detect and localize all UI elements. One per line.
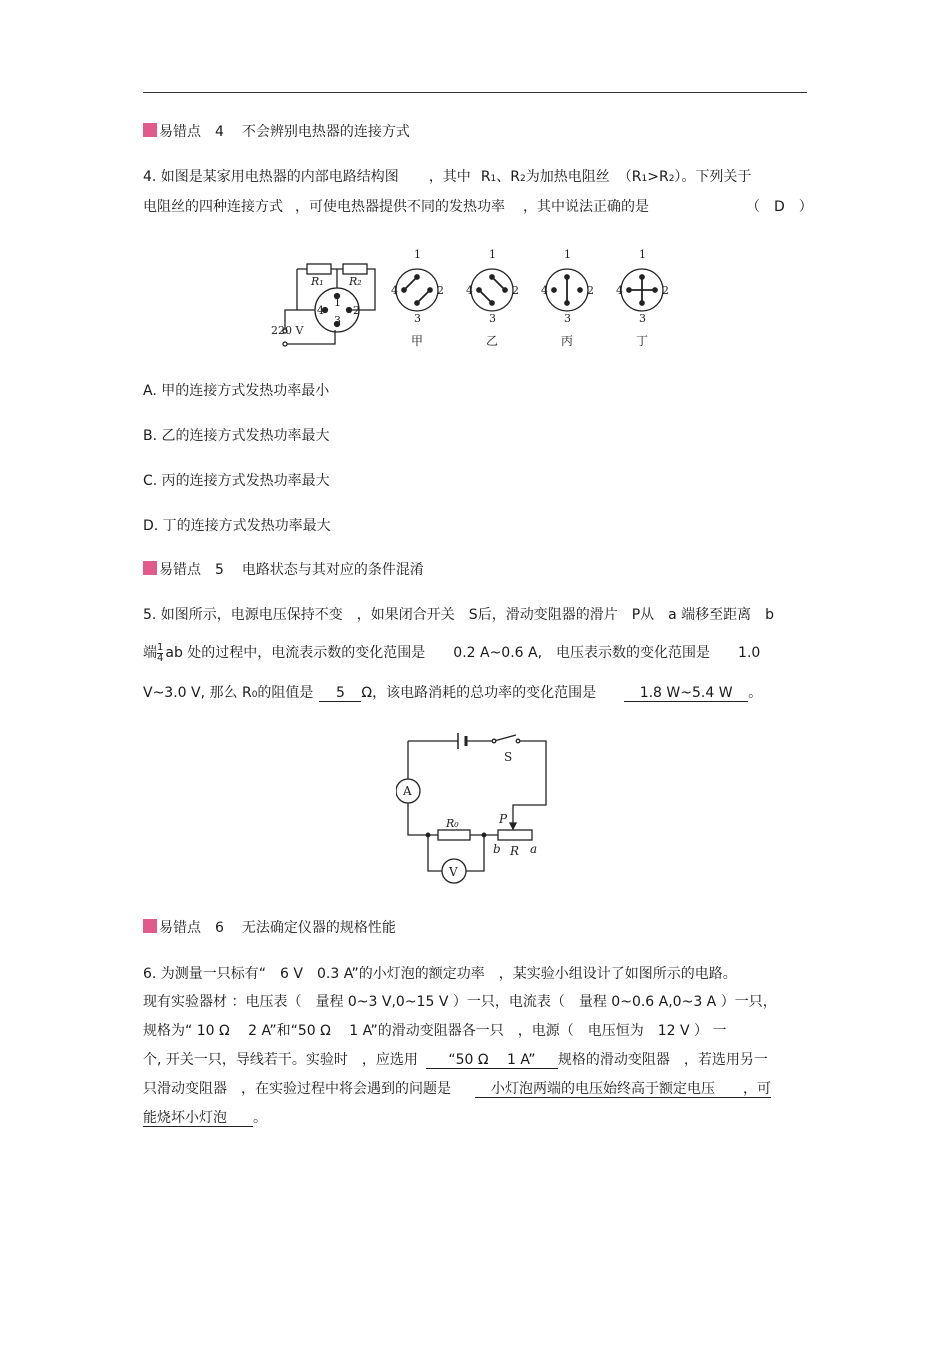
end-a-label: a — [530, 842, 538, 856]
terminal-label: 4 — [317, 304, 324, 317]
q4-text: 。下列关于 — [681, 169, 752, 185]
end-b-label: b — [493, 842, 501, 856]
voltage-label: 220 V — [271, 324, 304, 337]
r1-label: R₁ — [311, 275, 324, 288]
q5-circuit-figure — [396, 731, 551, 885]
rheostat-r-label: R — [510, 844, 520, 858]
terminal-label: 3 — [489, 312, 496, 325]
q4-text: >R — [647, 169, 669, 185]
terminal-label: 3 — [334, 314, 341, 327]
q5-text: 。 — [748, 685, 763, 701]
switch-label-yi: 乙 — [486, 334, 499, 348]
q4-text: 4. 如图是某家用电热器的内部电路结构图 — [143, 169, 399, 185]
ammeter-label: A — [403, 784, 412, 798]
fraction-numerator: 1 — [157, 641, 164, 653]
q4-text: 为加热电阻丝 — [525, 169, 610, 185]
section-marker-icon — [143, 123, 157, 137]
terminal-label: 4 — [541, 284, 548, 297]
terminal-label: 2 — [437, 284, 444, 297]
switch-label-ding: 丁 — [636, 334, 649, 348]
section-title: 不会辨别电热器的连接方式 — [241, 124, 410, 140]
q5-text: 端 — [143, 645, 157, 661]
switch-s-label: S — [504, 750, 513, 764]
q4-option-c: C. 丙的连接方式发热功率最大 — [143, 473, 330, 489]
q4-text: （ — [617, 169, 632, 185]
section-number: 6 — [215, 920, 224, 936]
terminal-label: 2 — [587, 284, 594, 297]
section-marker-icon — [143, 561, 157, 575]
terminal-label: 1 — [489, 248, 496, 261]
terminal-label: 1 — [334, 296, 341, 309]
header-rule — [143, 92, 807, 93]
r2-subscript: 2 — [520, 174, 526, 184]
q4-text: ，可使电热器提供不同的发热功率 — [295, 199, 505, 215]
terminal-label: 1 — [564, 248, 571, 261]
q4-text: ，其中 — [428, 169, 471, 185]
terminal-label: 4 — [616, 284, 623, 297]
section-marker-label: 易错点 — [159, 920, 201, 936]
q6-text: 。 — [253, 1110, 267, 1126]
r2-symbol: R — [510, 169, 521, 185]
terminal-label: 4 — [466, 284, 473, 297]
section-marker-icon — [143, 919, 157, 933]
q6-line-6 — [143, 1107, 267, 1127]
q6-line-3: 规格为“ 10 Ω 2 A”和“50 Ω 1 A”的滑动变阻器各一只 ，电源（ 电压恒为 12 V ） 一 — [143, 1023, 727, 1039]
q5-text: ab 处的过程中，电流表示数的变化范围是 0.2 A~0.6 A, 电压表示数的变化范围是 1.0 — [165, 645, 761, 661]
q4-text: R — [631, 169, 642, 185]
q4-text: 、 — [496, 169, 511, 185]
q4-option-d: D. 丁的连接方式发热功率最大 — [143, 518, 331, 534]
section-title: 无法确定仪器的规格性能 — [241, 920, 396, 936]
q6-answer-blank-2: 小灯泡两端的电压始终高于额定电压 ，可 — [475, 1081, 771, 1098]
q5-answer-blank-1: 5 — [319, 685, 361, 702]
q6-line-4 — [143, 1049, 768, 1069]
r1-symbol: R — [480, 169, 491, 185]
terminal-label: 2 — [512, 284, 519, 297]
q5-text: 的阻值是 — [257, 685, 314, 701]
section-marker-label: 易错点 — [159, 124, 201, 140]
section-number: 5 — [215, 562, 224, 578]
slider-p-label: P — [499, 812, 508, 826]
section-title: 电路状态与其对应的条件混淆 — [241, 562, 424, 578]
r0-subscript: 0 — [251, 690, 258, 700]
q6-line-1: 6. 为测量一只标有“ 6 V 0.3 A”的小灯泡的额定功率 ，某实验小组设计了如图所示的电路。 — [143, 966, 737, 982]
q4-line-2 — [143, 196, 649, 216]
section-number: 4 — [215, 124, 224, 140]
section-marker-label: 易错点 — [159, 562, 201, 578]
q4-subscript: 1 — [641, 174, 648, 184]
q4-answer: （ D ） — [746, 199, 813, 215]
terminal-label: 2 — [353, 304, 360, 317]
q5-line-2 — [143, 642, 760, 664]
terminal-label: 3 — [639, 312, 646, 325]
q5-text: V~3.0 V, 那么 R — [143, 685, 252, 701]
voltmeter-label: V — [449, 865, 458, 879]
q4-text: ，其中说法正确的是 — [523, 199, 649, 215]
q4-text: ） — [674, 169, 682, 185]
terminal-label: 4 — [391, 284, 398, 297]
r1-subscript: 1 — [490, 174, 497, 184]
terminal-label: 3 — [564, 312, 571, 325]
terminal-label: 1 — [414, 248, 421, 261]
switch-label-bing: 丙 — [561, 334, 574, 348]
q6-answer-blank-2-cont: 能烧坏小灯泡 — [143, 1110, 253, 1127]
terminal-label: 2 — [662, 284, 669, 297]
q4-line-1 — [143, 166, 751, 186]
switch-label-jia: 甲 — [411, 334, 424, 348]
q4-option-b: B. 乙的连接方式发热功率最大 — [143, 428, 330, 444]
q6-text: 只滑动变阻器 ，在实验过程中将会遇到的问题是 — [143, 1081, 451, 1097]
q5-line-3 — [143, 682, 762, 702]
q4-circuit-figure — [271, 244, 675, 350]
q6-line-5 — [143, 1078, 771, 1098]
q6-text: 规格的滑动变阻器 ，若选用另一 — [557, 1052, 768, 1068]
q5-line-1: 5. 如图所示，电源电压保持不变 ，如果闭合开关 S后，滑动变阻器的滑片 P从 a 端移至距离 b — [143, 607, 775, 623]
terminal-label: 3 — [414, 312, 421, 325]
fraction-denominator: 4 — [157, 652, 164, 664]
q6-text: 个, 开关一只，导线若干。实验时 ，应选用 — [143, 1052, 418, 1068]
fraction-quarter — [157, 643, 163, 664]
q4-text: 电阻丝的四种连接方式 — [143, 199, 283, 215]
q5-answer-blank-2: 1.8 W~5.4 W — [624, 685, 748, 702]
q5-text: Ω，该电路消耗的总功率的变化范围是 — [361, 685, 597, 701]
r0-label: R₀ — [446, 817, 459, 830]
q4-option-a: A. 甲的连接方式发热功率最小 — [143, 383, 330, 399]
q6-line-2: 现有实验器材 ：电压表（ 量程 0~3 V,0~15 V ）一只，电流表（ 量程 0~0.6 A,0~3 A ）一只， — [143, 994, 777, 1010]
q4-subscript: 2 — [668, 174, 675, 184]
terminal-label: 1 — [639, 248, 646, 261]
q6-answer-blank-1: “50 Ω 1 A” — [426, 1052, 558, 1069]
r2-label: R₂ — [349, 275, 362, 288]
